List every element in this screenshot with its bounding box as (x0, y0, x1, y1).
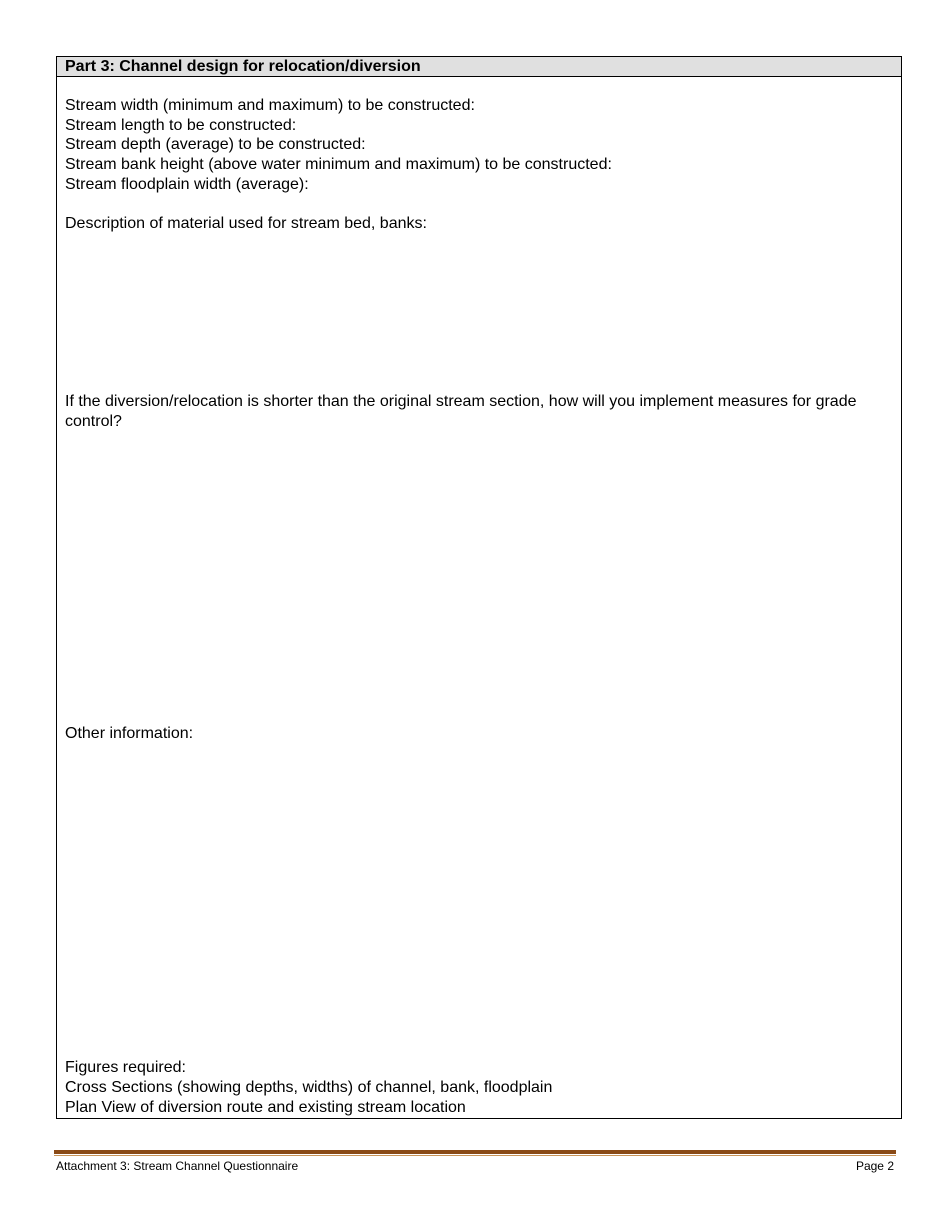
other-information-answer-area[interactable] (65, 747, 893, 1047)
material-description-answer-area[interactable] (65, 237, 893, 387)
channel-design-form (56, 56, 902, 1119)
material-description-label: Description of material used for stream bed, banks: (65, 215, 427, 232)
stream-width-field[interactable]: Stream width (minimum and maximum) to be constructed: (65, 97, 475, 114)
other-information-label: Other information: (65, 725, 194, 742)
figures-required-heading: Figures required: (65, 1059, 186, 1076)
footer-page-number: Page 2 (855, 1159, 894, 1173)
bank-height-field[interactable]: Stream bank height (above water minimum and maximum) to be constructed: (65, 156, 612, 173)
stream-depth-field[interactable]: Stream depth (average) to be constructed: (65, 136, 366, 153)
stream-length-field[interactable]: Stream length to be constructed: (65, 117, 297, 134)
footer-divider (54, 1150, 896, 1156)
footer-document-title: Attachment 3: Stream Channel Questionnaire (56, 1159, 299, 1173)
section-title: Part 3: Channel design for relocation/diversion (57, 57, 901, 77)
figure-item-plan-view: Plan View of diversion route and existing stream location (65, 1099, 466, 1116)
grade-control-question: If the diversion/relocation is shorter than the original stream section, how will you implement measures for grade control? (65, 393, 857, 430)
figure-item-cross-sections: Cross Sections (showing depths, widths) of channel, bank, floodplain (65, 1079, 553, 1096)
floodplain-width-field[interactable]: Stream floodplain width (average): (65, 176, 309, 193)
grade-control-answer-area[interactable] (65, 435, 893, 715)
